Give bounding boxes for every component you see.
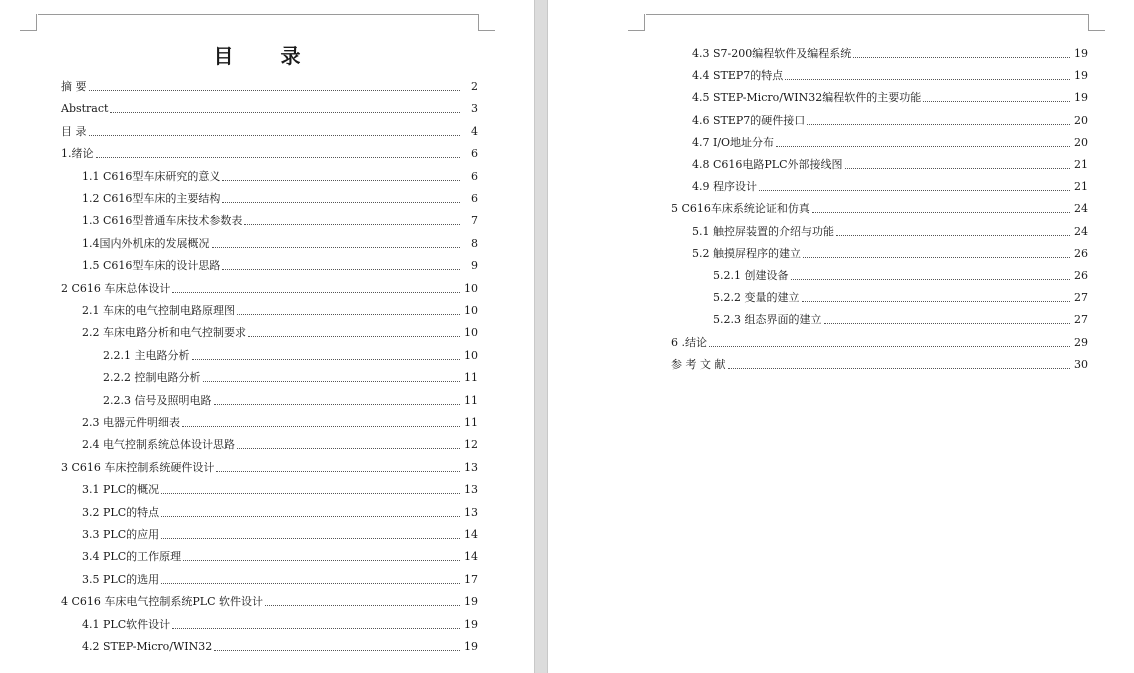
toc-entry-label: 4.1 PLC软件设计 bbox=[82, 617, 171, 631]
toc-entry[interactable] bbox=[713, 287, 1088, 305]
toc-entry-page-number: 2 bbox=[471, 80, 478, 93]
toc-entry-page-number: 11 bbox=[464, 393, 478, 407]
dot-leader bbox=[216, 471, 460, 472]
toc-entry-label: 1.1 C616型车床研究的意义 bbox=[82, 169, 221, 183]
dot-leader bbox=[161, 538, 460, 539]
toc-entry-label: 3 C616 车床控制系统硬件设计 bbox=[61, 460, 215, 474]
document-page-right bbox=[548, 0, 1134, 673]
toc-entry[interactable] bbox=[713, 265, 1088, 283]
toc-entry-label: 5.2 触摸屏程序的建立 bbox=[692, 246, 801, 260]
dot-leader bbox=[172, 292, 460, 293]
toc-entry[interactable] bbox=[103, 367, 478, 385]
crop-mark-top-left bbox=[20, 14, 37, 31]
dot-leader bbox=[709, 346, 1070, 347]
dot-leader bbox=[161, 493, 460, 494]
toc-entry-label: 4.3 S7-200编程软件及编程系统 bbox=[692, 47, 852, 60]
toc-entry-page-number: 10 bbox=[464, 304, 478, 317]
dot-leader bbox=[214, 650, 460, 651]
toc-entry-label: 5.2.1 创建设备 bbox=[713, 269, 789, 282]
toc-entry-page-number: 30 bbox=[1074, 357, 1088, 371]
dot-leader bbox=[853, 57, 1070, 58]
toc-entry[interactable] bbox=[671, 198, 1088, 216]
page-top-edge-line bbox=[646, 14, 1088, 15]
toc-entry[interactable] bbox=[61, 76, 478, 94]
toc-entry-page-number: 19 bbox=[464, 595, 478, 609]
dot-leader bbox=[214, 404, 461, 405]
dot-leader bbox=[222, 269, 460, 270]
toc-entry-label: 4 C616 车床电气控制系统PLC 软件设计 bbox=[61, 595, 264, 609]
toc-entry[interactable] bbox=[82, 479, 478, 497]
toc-entry-label: 2.2.3 信号及照明电路 bbox=[103, 393, 212, 407]
dot-leader bbox=[836, 235, 1070, 236]
toc-entry-page-number: 26 bbox=[1074, 269, 1088, 282]
toc-entry-label: 2.2.1 主电路分析 bbox=[103, 348, 190, 362]
toc-entry-label: 3.1 PLC的概况 bbox=[82, 483, 160, 497]
toc-entry[interactable] bbox=[61, 143, 478, 161]
dot-leader bbox=[161, 516, 460, 517]
dot-leader bbox=[222, 202, 460, 203]
toc-entry[interactable] bbox=[61, 98, 478, 116]
toc-entry-label: 目 录 bbox=[61, 124, 87, 138]
dot-leader bbox=[248, 336, 460, 337]
toc-entry-label: 4.5 STEP-Micro/WIN32编程软件的主要功能 bbox=[692, 91, 922, 105]
toc-entry-label: 2.2 车床电路分析和电气控制要求 bbox=[82, 326, 246, 340]
toc-entry-page-number: 6 bbox=[471, 147, 478, 161]
dot-leader bbox=[237, 448, 460, 449]
toc-entry[interactable] bbox=[82, 524, 478, 542]
toc-entry-label: 3.2 PLC的特点 bbox=[82, 505, 160, 519]
dot-leader bbox=[222, 180, 460, 181]
toc-entry-page-number: 19 bbox=[1074, 69, 1088, 83]
toc-entry[interactable] bbox=[82, 614, 478, 632]
dot-leader bbox=[265, 605, 460, 606]
toc-entry-page-number: 11 bbox=[464, 371, 478, 385]
toc-entry-page-number: 14 bbox=[464, 550, 478, 564]
toc-entry-label: 3.4 PLC的工作原理 bbox=[82, 550, 182, 564]
toc-entry-page-number: 27 bbox=[1074, 313, 1088, 327]
toc-entry-page-number: 27 bbox=[1074, 291, 1088, 305]
toc-entry[interactable] bbox=[61, 278, 478, 296]
toc-entry-label: 2 C616 车床总体设计 bbox=[61, 281, 171, 295]
toc-entry-page-number: 8 bbox=[471, 236, 478, 250]
toc-entry-page-number: 13 bbox=[464, 483, 478, 497]
toc-entry-label: 3.5 PLC的选用 bbox=[82, 572, 160, 586]
dot-leader bbox=[802, 301, 1071, 302]
dot-leader bbox=[803, 257, 1070, 258]
toc-entry[interactable] bbox=[82, 188, 478, 206]
toc-entry-page-number: 24 bbox=[1074, 202, 1088, 216]
toc-entry-label: 2.3 电器元件明细表 bbox=[82, 416, 180, 429]
toc-entry-label: 5 C616车床系统论证和仿真 bbox=[671, 202, 810, 216]
toc-entry[interactable] bbox=[692, 87, 1088, 105]
toc-entry-page-number: 6 bbox=[471, 169, 478, 183]
toc-entry-page-number: 20 bbox=[1074, 135, 1088, 149]
toc-entry[interactable] bbox=[82, 546, 478, 564]
toc-entry[interactable] bbox=[82, 233, 478, 251]
dot-leader bbox=[192, 359, 461, 360]
toc-entry-page-number: 10 bbox=[464, 326, 478, 340]
toc-entry-label: 6 .结论 bbox=[671, 335, 707, 349]
dot-leader bbox=[845, 168, 1070, 169]
toc-entry-label: 4.8 C616电路PLC外部接线图 bbox=[692, 158, 843, 171]
toc-entry-page-number: 9 bbox=[471, 259, 478, 273]
toc-entry[interactable] bbox=[692, 243, 1088, 261]
toc-entry-page-number: 17 bbox=[464, 572, 478, 586]
toc-entry-page-number: 4 bbox=[471, 124, 478, 138]
toc-entry-page-number: 12 bbox=[464, 438, 478, 452]
toc-entry[interactable] bbox=[692, 110, 1088, 128]
toc-entry-page-number: 13 bbox=[464, 505, 478, 519]
toc-entry-label: 4.4 STEP7的特点 bbox=[692, 69, 784, 83]
toc-entry[interactable] bbox=[103, 345, 478, 363]
toc-entry[interactable] bbox=[82, 412, 478, 430]
toc-entry[interactable] bbox=[103, 390, 478, 408]
dot-leader bbox=[161, 583, 460, 584]
toc-entry[interactable] bbox=[82, 502, 478, 520]
dot-leader bbox=[728, 368, 1071, 369]
toc-entry[interactable] bbox=[82, 300, 478, 318]
dot-leader bbox=[824, 323, 1071, 324]
toc-entry-label: 4.7 I/O地址分布 bbox=[692, 135, 775, 149]
toc-entry-label: 2.2.2 控制电路分析 bbox=[103, 371, 201, 385]
toc-entry-label: 参 考 文 献 bbox=[671, 357, 726, 371]
toc-entry[interactable] bbox=[61, 591, 478, 609]
toc-entry[interactable] bbox=[82, 322, 478, 340]
toc-entry-page-number: 19 bbox=[464, 640, 478, 653]
toc-entry-label: 4.2 STEP-Micro/WIN32 bbox=[82, 640, 213, 653]
toc-entry-page-number: 7 bbox=[471, 214, 478, 228]
toc-entry[interactable] bbox=[692, 221, 1088, 239]
toc-entry[interactable] bbox=[82, 255, 478, 273]
toc-entry-label: Abstract bbox=[61, 102, 109, 116]
toc-entry-label: 1.2 C616型车床的主要结构 bbox=[82, 192, 221, 205]
dot-leader bbox=[89, 135, 461, 136]
toc-entry-page-number: 11 bbox=[464, 416, 478, 429]
toc-entry-page-number: 26 bbox=[1074, 246, 1088, 260]
crop-mark-top-left bbox=[628, 14, 645, 31]
toc-entry[interactable] bbox=[82, 569, 478, 587]
toc-entry-page-number: 19 bbox=[464, 617, 478, 631]
dot-leader bbox=[96, 157, 461, 158]
toc-entry[interactable] bbox=[692, 43, 1088, 61]
toc-entry[interactable] bbox=[82, 636, 478, 654]
dot-leader bbox=[807, 124, 1070, 125]
toc-entry-page-number: 20 bbox=[1074, 113, 1088, 127]
toc-entry-page-number: 29 bbox=[1074, 335, 1088, 349]
dot-leader bbox=[244, 224, 460, 225]
toc-entry-page-number: 3 bbox=[471, 102, 478, 116]
toc-entry-label: 1.5 C616型车床的设计思路 bbox=[82, 259, 221, 273]
toc-entry-label: 2.1 车床的电气控制电路原理图 bbox=[82, 304, 235, 317]
toc-entry-label: 1.4国内外机床的发展概况 bbox=[82, 236, 210, 250]
toc-entry[interactable] bbox=[61, 457, 478, 475]
toc-title: 目 录 bbox=[213, 44, 321, 68]
page-top-edge-line bbox=[38, 14, 478, 15]
dot-leader bbox=[785, 79, 1070, 80]
dot-leader bbox=[203, 381, 461, 382]
crop-mark-top-right bbox=[1088, 14, 1105, 31]
toc-entry[interactable] bbox=[713, 309, 1088, 327]
toc-entry-label: 5.1 触控屏装置的介绍与功能 bbox=[692, 224, 834, 238]
dot-leader bbox=[183, 560, 460, 561]
toc-entry[interactable] bbox=[82, 166, 478, 184]
dot-leader bbox=[110, 112, 460, 113]
toc-entry[interactable] bbox=[671, 332, 1088, 350]
dot-leader bbox=[923, 101, 1070, 102]
dot-leader bbox=[212, 247, 461, 248]
toc-entry-page-number: 19 bbox=[1074, 91, 1088, 105]
toc-entry-label: 2.4 电气控制系统总体设计思路 bbox=[82, 438, 235, 452]
toc-entry[interactable] bbox=[692, 176, 1088, 194]
toc-entry[interactable] bbox=[671, 354, 1088, 372]
dot-leader bbox=[237, 314, 460, 315]
dot-leader bbox=[89, 90, 461, 91]
dot-leader bbox=[759, 190, 1070, 191]
crop-mark-top-right bbox=[478, 14, 495, 31]
toc-entry-page-number: 21 bbox=[1074, 158, 1088, 171]
toc-entry-page-number: 21 bbox=[1074, 180, 1088, 194]
dot-leader bbox=[776, 146, 1070, 147]
dot-leader bbox=[791, 279, 1071, 280]
dot-leader bbox=[172, 628, 460, 629]
toc-entry-page-number: 14 bbox=[464, 528, 478, 541]
toc-entry[interactable] bbox=[692, 154, 1088, 172]
toc-entry-page-number: 10 bbox=[464, 348, 478, 362]
toc-entry-page-number: 13 bbox=[464, 460, 478, 474]
toc-entry[interactable] bbox=[692, 65, 1088, 83]
toc-entry-label: 1.3 C616型普通车床技术参数表 bbox=[82, 214, 243, 228]
toc-entry-page-number: 24 bbox=[1074, 224, 1088, 238]
document-page-left bbox=[0, 0, 534, 673]
toc-entry-label: 5.2.3 组态界面的建立 bbox=[713, 313, 822, 327]
toc-entry-label: 4.9 程序设计 bbox=[692, 180, 757, 194]
toc-entry-label: 摘 要 bbox=[61, 80, 87, 93]
toc-entry-label: 5.2.2 变量的建立 bbox=[713, 291, 800, 305]
toc-entry-page-number: 19 bbox=[1074, 47, 1088, 60]
dot-leader bbox=[182, 426, 460, 427]
page-gap bbox=[534, 0, 548, 673]
toc-entry[interactable] bbox=[692, 132, 1088, 150]
toc-entry-label: 1.绪论 bbox=[61, 147, 94, 161]
toc-entry-label: 3.3 PLC的应用 bbox=[82, 528, 160, 541]
toc-entry-page-number: 6 bbox=[471, 192, 478, 205]
toc-entry[interactable] bbox=[61, 121, 478, 139]
toc-entry[interactable] bbox=[82, 434, 478, 452]
toc-entry-page-number: 10 bbox=[464, 281, 478, 295]
toc-entry-label: 4.6 STEP7的硬件接口 bbox=[692, 113, 806, 127]
dot-leader bbox=[812, 212, 1070, 213]
toc-entry[interactable] bbox=[82, 210, 478, 228]
